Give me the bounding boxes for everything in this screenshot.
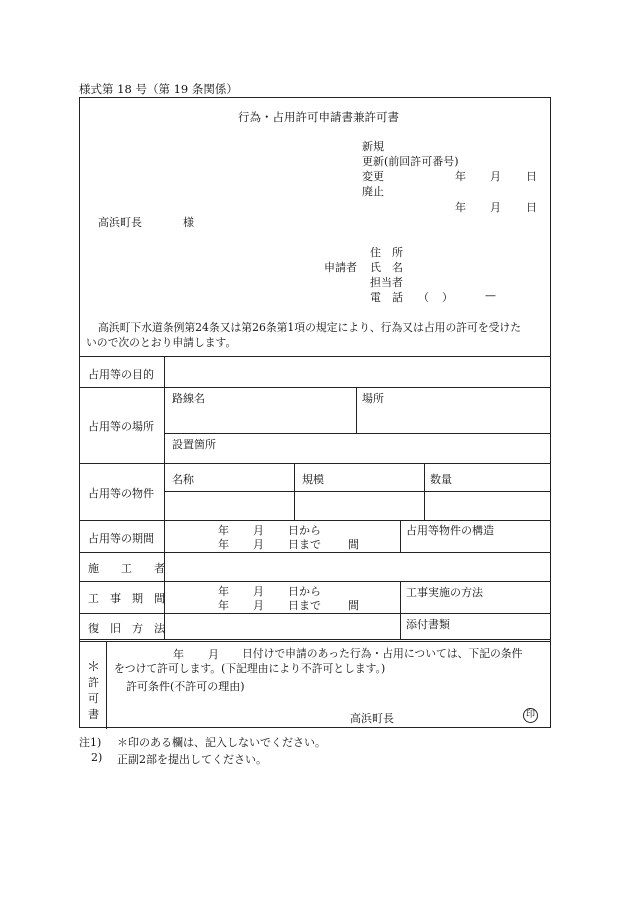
row-divider — [164, 433, 550, 434]
installation-site-label: 設置箇所 — [172, 438, 216, 451]
period-to-year: 年 — [218, 538, 229, 551]
applicant-label: 申請者 — [324, 261, 357, 274]
intro-line-1: 高浜町下水道条例第24条又は第26条第1項の規定により、行為又は占用の許可を受けた — [98, 321, 522, 334]
date-year-label: 年 — [455, 170, 466, 183]
addressee-name: 高浜町長 — [98, 216, 142, 229]
row-divider — [80, 387, 550, 388]
route-place-divider — [356, 387, 357, 433]
contractor-label: 施 工 者 — [88, 562, 165, 575]
period-duration: 間 — [348, 538, 359, 551]
construction-to-month: 月 — [253, 599, 264, 612]
structure-divider — [400, 520, 401, 552]
application-month-label: 月 — [490, 201, 501, 214]
permit-char-2: 可 — [88, 692, 99, 705]
method-divider — [400, 581, 401, 640]
permit-month-label: 月 — [208, 648, 219, 661]
object-col-divider — [424, 463, 425, 520]
row-divider — [80, 613, 550, 614]
applicant-person-label: 担当者 — [370, 276, 403, 289]
type-new[interactable]: 新規 — [362, 140, 384, 153]
period-to-day: 日まで — [288, 538, 321, 551]
row-divider — [164, 491, 550, 492]
permit-char-3: 書 — [88, 708, 99, 721]
note-2-number: 2) — [91, 751, 103, 764]
phone-paren-open: （ — [418, 291, 429, 304]
date-day-label: 日 — [526, 170, 537, 183]
object-name-label: 名称 — [172, 473, 194, 486]
application-day-label: 日 — [526, 201, 537, 214]
construction-duration: 間 — [348, 599, 359, 612]
applicant-name-label: 氏 名 — [370, 261, 403, 274]
period-from-year: 年 — [218, 524, 229, 537]
route-name-label: 路線名 — [172, 392, 205, 405]
row-divider — [80, 520, 550, 521]
restoration-label: 復 旧 方 法 — [88, 622, 165, 635]
construction-to-day: 日まで — [288, 599, 321, 612]
date-month-label: 月 — [490, 170, 501, 183]
place-label: 場所 — [362, 392, 384, 405]
construction-method-label: 工事実施の方法 — [406, 586, 483, 599]
type-abolish[interactable]: 廃止 — [362, 185, 384, 198]
row-divider — [80, 463, 550, 464]
applicant-phone-label: 電 話 — [370, 291, 403, 304]
attachments-label: 添付書類 — [406, 618, 450, 631]
phone-dash: — — [485, 289, 496, 302]
location-label: 占用等の場所 — [88, 420, 154, 433]
period-from-day: 日から — [288, 524, 321, 537]
object-label: 占用等の物件 — [88, 487, 154, 500]
permit-mayor: 高浜町長 — [350, 712, 394, 725]
phone-paren-close: ） — [442, 291, 453, 304]
application-year-label: 年 — [455, 201, 466, 214]
applicant-address-label: 住 所 — [370, 246, 403, 259]
purpose-label: 占用等の目的 — [88, 368, 154, 381]
object-scale-label: 規模 — [302, 473, 324, 486]
period-label: 占用等の期間 — [88, 532, 154, 545]
type-change[interactable]: 変更 — [362, 170, 384, 183]
row-divider — [80, 552, 550, 553]
permit-label-divider — [106, 642, 107, 729]
permit-conditions: 許可条件(不許可の理由) — [126, 680, 245, 693]
permit-char-1: 許 — [88, 676, 99, 689]
note-1-text: ＊印のある欄は、記入しないでください。 — [117, 736, 326, 749]
permit-line-1: 日付けで申請のあった行為・占用については、下記の条件 — [242, 647, 523, 660]
table-top-line — [80, 356, 550, 357]
seal-icon: 印 — [523, 708, 538, 723]
intro-line-2: いので次のとおり申請します。 — [86, 336, 237, 349]
type-renewal[interactable]: 更新(前回許可番号) — [362, 155, 459, 168]
form-number: 様式第 18 号（第 19 条関係） — [79, 82, 238, 96]
permit-line-2: をつけて許可します。(下記理由により不許可とします。) — [114, 662, 386, 675]
period-to-month: 月 — [253, 538, 264, 551]
permit-year-label: 年 — [173, 648, 184, 661]
construction-from-day: 日から — [288, 585, 321, 598]
permit-section-divider — [80, 639, 550, 642]
addressee-honorific: 様 — [183, 216, 194, 229]
construction-period-label: 工 事 期 間 — [88, 592, 165, 605]
construction-from-month: 月 — [253, 585, 264, 598]
construction-from-year: 年 — [218, 585, 229, 598]
form-title: 行為・占用許可申請書兼許可書 — [238, 110, 399, 124]
object-quantity-label: 数量 — [430, 473, 452, 486]
note-2-text: 正副2部を提出してください。 — [117, 753, 267, 766]
structure-label: 占用等物件の構造 — [406, 524, 494, 537]
object-col-divider — [294, 463, 295, 520]
period-from-month: 月 — [253, 524, 264, 537]
permit-star: ＊ — [87, 660, 101, 675]
note-1-number: 注1) — [79, 736, 102, 749]
row-divider — [80, 581, 550, 582]
construction-to-year: 年 — [218, 599, 229, 612]
application-form — [79, 97, 551, 728]
